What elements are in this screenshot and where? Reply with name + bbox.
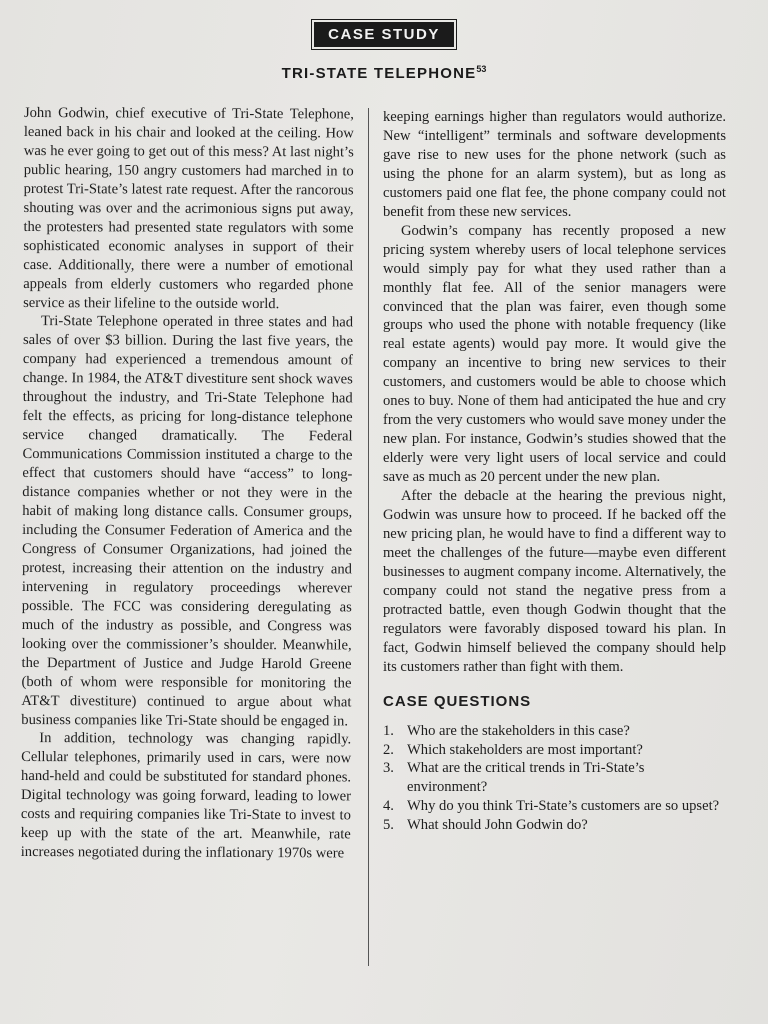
question-item (383, 741, 726, 760)
question-number: 2. (383, 741, 394, 758)
paragraph: After the debacle at the hearing the previous night, Godwin was unsure how to proceed. If he backed off the new pricing plan, he would have to find a different way to meet the challenges of the future—maybe even different businesses to augment company income. Alternatively, the company could not stand the negative press from a protracted battle, even though Godwin thought that the regulators were favorably disposed toward his plan. In fact, Godwin himself believed the company should help its customers rather than fight with them. (383, 488, 726, 675)
case-study-badge-wrap (0, 22, 768, 47)
case-study-badge: CASE STUDY (314, 22, 454, 47)
question-number: 3. (383, 760, 394, 777)
paragraph: In addition, technology was changing rapidly. Cellular telephones, primarily used in cars, were now hand-held and could be substituted for standard phones. Digital technology was going forward, leading to lower costs and requiring companies like Tri-State to invest to keep up with the state of the art. Meanwhile, rate increases negotiated during the inflationary 1970s were (20, 730, 352, 862)
left-column (21, 104, 354, 864)
question-text: Who are the stakeholders in this case? (407, 722, 630, 739)
question-text: Why do you think Tri-State’s customers are so upset? (407, 798, 720, 815)
case-title-text: TRI-STATE TELEPHONE (281, 65, 477, 82)
paragraph: Tri-State Telephone operated in three states and had sales of over $3 billion. During the last five years, the company had experienced a tremendous amount of change. In 1984, the AT&T divestiture sent shock waves throughout the industry, and Tri-State Telephone had felt the effects, as pricing for long-distance telephone service changed dramatically. The Federal Communications Commission instituted a charge to the effect that customers should have “access” to long-distance companies whether or not they were in the habit of making long distance calls. Consumer groups, including the Consumer Federation of America and the Congress of Consumer Organizations, had joined the protest, increasing their attention on the industry and intervening in regulatory proceedings wherever possible. The FCC was considering deregulating as much of the industry as possible, and Congress was looking over the commissioner’s shoulder. Meanwhile, the Department of Justice and Judge Harold Greene (both of whom were responsible for monitoring the AT&T divestiture) continued to argue about what business companies like Tri-State should be engaged in. (21, 313, 354, 729)
footnote-ref: 53 (476, 64, 487, 74)
question-number: 5. (383, 817, 394, 834)
question-text: What are the critical trends in Tri-State’s environment? (407, 760, 645, 796)
question-text: Which stakeholders are most important? (407, 741, 643, 758)
question-number: 1. (383, 722, 394, 739)
right-column (383, 108, 726, 835)
paragraph: Godwin’s company has recently proposed a new pricing system whereby users of local telephone services would simply pay for what they used rather than a monthly flat fee. All of the senior managers were convinced that the plan was fairer, even though some groups who used the phone with notable frequency (like real estate agents) would pay more. It would give the company an incentive to bring new services to their customers, and customers would be able to choose which ones to buy. None of them had anticipated the hue and cry from the very customers who would save money under the new plan. For instance, Godwin’s studies showed that the elderly were very light users of local service and could save as much as 20 percent under the new plan. (383, 222, 726, 486)
case-questions-list (383, 722, 726, 836)
question-item (383, 816, 726, 835)
paragraph: keeping earnings higher than regulators would authorize. New “intelligent” terminals and software developments gave rise to new uses for the phone network (such as using the phone for an alarm system), but as long as customers paid one flat fee, the phone company could not benefit from these new services. (383, 109, 726, 220)
question-item (383, 722, 726, 741)
question-text: What should John Godwin do? (407, 817, 588, 834)
question-number: 4. (383, 798, 394, 815)
question-item (383, 797, 726, 816)
case-questions-heading: CASE QUESTIONS (383, 692, 532, 710)
question-item (383, 759, 726, 797)
paragraph: John Godwin, chief executive of Tri-State Telephone, leaned back in his chair and looked at the ceiling. How was he ever going to get out of this mess? At last night’s public hearing, 150 angry customers had marched in to protest Tri-State’s latest rate request. After the rancorous shouting was over and the acrimonious signs put away, the protesters had presented state regulators with some sophisticated economic analyses in support of their case. Additionally, there were a number of emotional appeals from elderly customers who regarded phone service as their lifeline to the outside world. (23, 104, 354, 312)
column-divider (368, 108, 369, 966)
case-title (0, 64, 768, 82)
